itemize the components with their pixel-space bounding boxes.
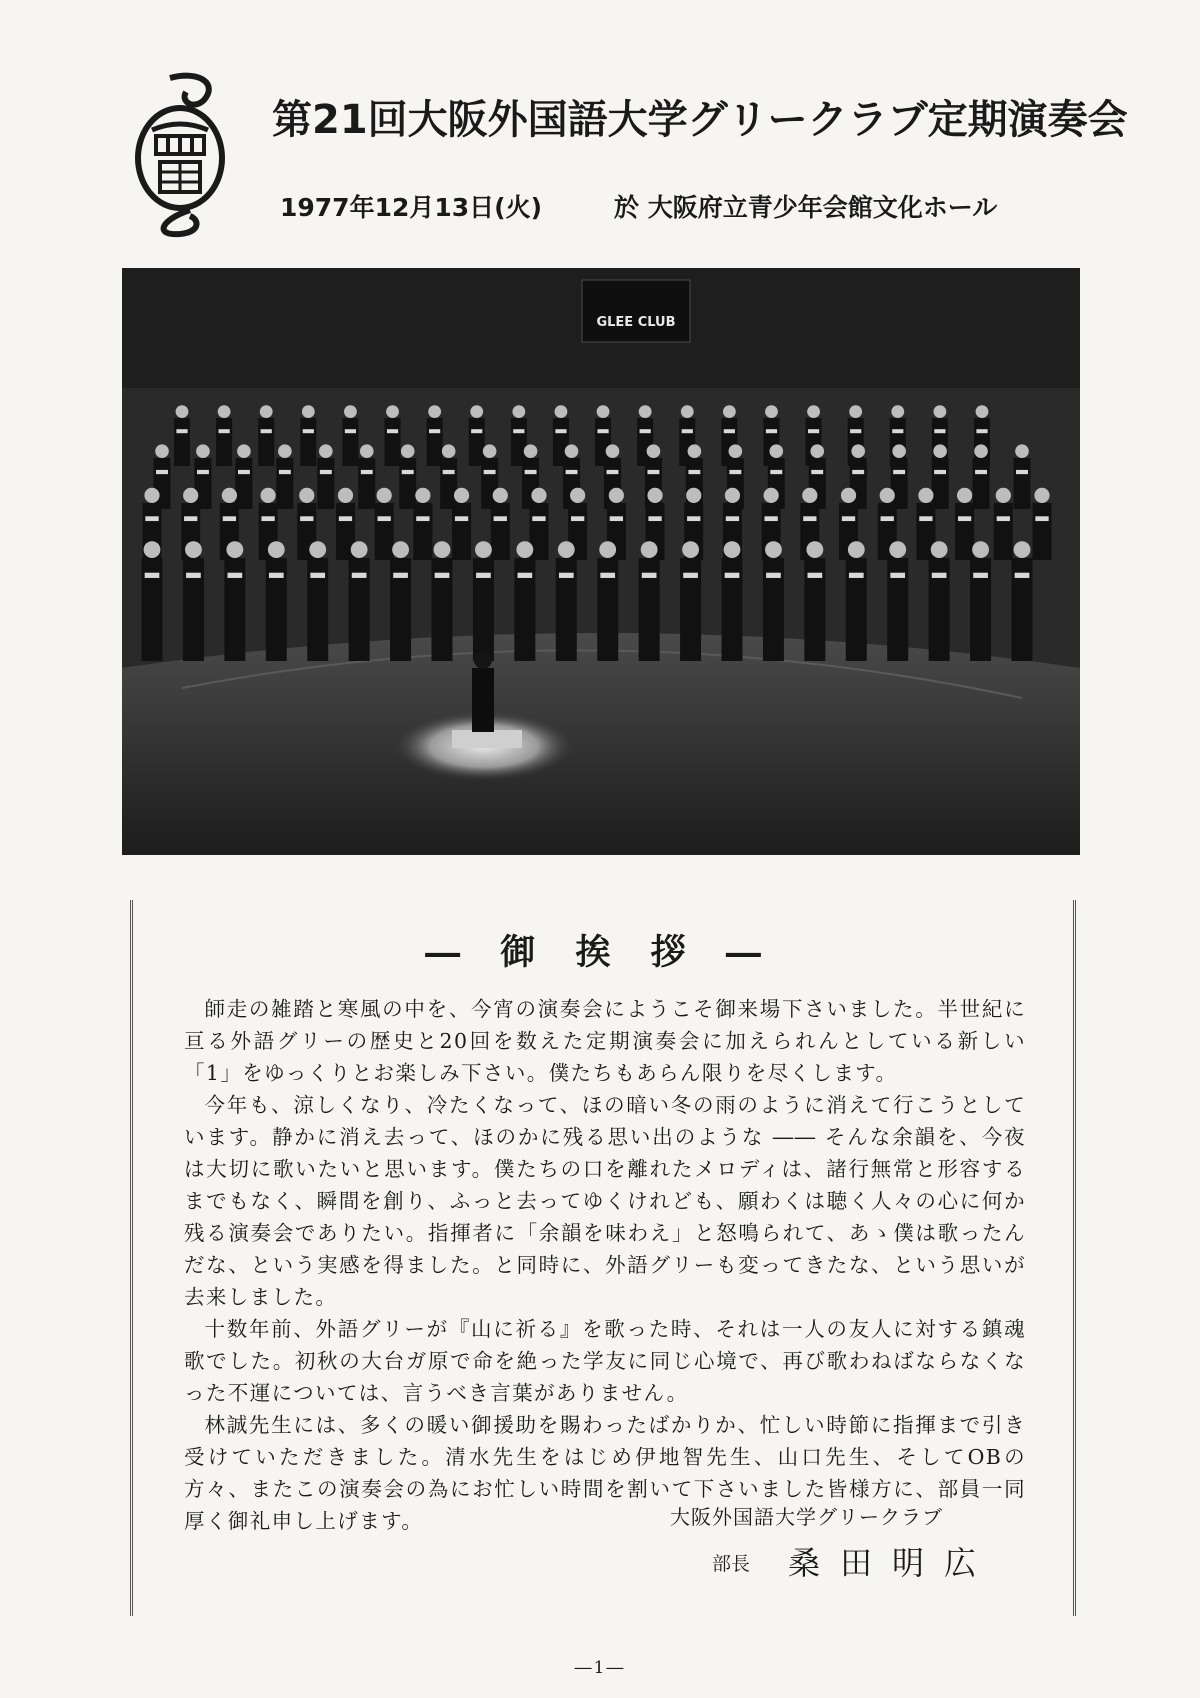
choir-member-head — [299, 488, 314, 503]
concert-venue: 於 大阪府立青少年会館文化ホール — [614, 193, 998, 222]
greeting-paragraph: 師走の雑踏と寒風の中を、今宵の演奏会にようこそ御来場下さいました。半世紀に亘る外語グリーの歴史と20回を数えた定期演奏会に加えられんとしている新しい「1」をゆっくりとお楽しみ下さい。僕たちもあらん限りを尽くします。 — [184, 997, 1026, 1085]
choir-member-head — [555, 405, 568, 418]
choir-member-body — [1033, 503, 1052, 560]
choir-member-body — [375, 503, 394, 560]
choir-member-score — [525, 470, 537, 474]
choir-member-score — [766, 573, 781, 578]
choir-member-body — [358, 458, 375, 509]
choir-member-score — [688, 470, 700, 474]
choir-member-head — [218, 405, 231, 418]
choir-member-score — [345, 429, 356, 433]
choir-member-score — [770, 470, 782, 474]
choir-member-head — [851, 444, 865, 458]
choir-member-score — [476, 573, 491, 578]
choir-member-head — [729, 444, 743, 458]
choir-member-head — [516, 541, 533, 558]
choir-member-score — [890, 573, 905, 578]
choir-member-head — [996, 488, 1011, 503]
choir-member-score — [682, 429, 693, 433]
choir-member-head — [688, 444, 702, 458]
choir-member-score — [642, 573, 657, 578]
choir-member-score — [850, 429, 861, 433]
choir-member-score — [852, 470, 864, 474]
signature-organization: 大阪外国語大学グリークラブ — [670, 1505, 943, 1529]
choir-member-score — [648, 516, 661, 521]
choir-member-score — [186, 573, 201, 578]
choir-member-score — [352, 573, 367, 578]
concert-title: 第21回大阪外国語大学グリークラブ定期演奏会 — [272, 97, 1128, 143]
choir-member-head — [889, 541, 906, 558]
choir-member-score — [724, 429, 735, 433]
choir-member-head — [976, 405, 989, 418]
choir-member-head — [957, 488, 972, 503]
choir-member-head — [724, 541, 741, 558]
choir-member-head — [682, 541, 699, 558]
choir-member-score — [934, 470, 946, 474]
choir-member-score — [571, 516, 584, 521]
choir-member-head — [570, 488, 585, 503]
choir-member-body — [452, 503, 471, 560]
greeting-paragraph: 林誠先生には、多くの暖い御援助を賜わったばかりか、忙しい時節に指揮まで引き受けていただきました。清水先生をはじめ伊地智先生、山口先生、そしてOBの方々、またこの演奏会の為にお忙しい時間を割いて下さいました皆様方に、部員一同厚く御礼申し上げます。 — [184, 1413, 1026, 1533]
choir-photograph — [122, 268, 1080, 855]
choir-member-score — [607, 470, 619, 474]
choir-member-head — [599, 541, 616, 558]
choir-member-score — [303, 429, 314, 433]
choir-member-body — [300, 418, 316, 466]
choir-member-score — [361, 470, 373, 474]
page-number: ―1― — [574, 1658, 626, 1678]
choir-member-score — [803, 516, 816, 521]
choir-member-body — [932, 458, 949, 509]
choir-member-head — [351, 541, 368, 558]
choir-member-score — [1035, 516, 1048, 521]
choir-member-body — [276, 458, 293, 509]
choir-member-score — [455, 516, 468, 521]
choir-member-score — [973, 573, 988, 578]
signature-name: 桑田明広 — [788, 1544, 997, 1582]
choir-member-score — [197, 470, 209, 474]
choir-member-score — [238, 470, 250, 474]
choir-member-head — [686, 488, 701, 503]
choir-member-score — [976, 429, 987, 433]
choir-member-head — [597, 405, 610, 418]
choir-member-score — [219, 429, 230, 433]
signature-role: 部長 — [712, 1553, 751, 1575]
choir-member-head — [723, 405, 736, 418]
choir-member-score — [997, 516, 1010, 521]
choir-member-score — [725, 573, 740, 578]
choir-member-head — [338, 488, 353, 503]
choir-member-head — [222, 488, 237, 503]
choir-member-head — [442, 444, 456, 458]
choir-member-head — [260, 405, 273, 418]
choir-member-body — [973, 458, 990, 509]
choir-member-score — [145, 516, 158, 521]
choir-member-head — [918, 488, 933, 503]
choir-member-score — [729, 470, 741, 474]
choir-member-head — [144, 488, 159, 503]
choir-member-head — [841, 488, 856, 503]
choir-member-head — [360, 444, 374, 458]
choir-member-body — [385, 418, 401, 466]
choir-member-head — [434, 541, 451, 558]
choir-member-head — [1015, 444, 1029, 458]
choir-member-score — [471, 429, 482, 433]
choir-member-score — [566, 470, 578, 474]
choir-member-score — [416, 516, 429, 521]
concert-date: 1977年12月13日(火) — [280, 193, 543, 222]
choir-member-head — [681, 405, 694, 418]
choir-member-head — [892, 444, 906, 458]
choir-member-head — [309, 541, 326, 558]
choir-member-score — [881, 516, 894, 521]
choir-member-head — [606, 444, 620, 458]
choir-member-score — [1015, 573, 1030, 578]
choir-member-body — [174, 418, 190, 466]
choir-member-score — [518, 573, 533, 578]
choir-member-score — [310, 573, 325, 578]
choir-member-head — [278, 444, 292, 458]
choir-member-body — [194, 458, 211, 509]
choir-member-head — [974, 444, 988, 458]
choir-member-head — [1034, 488, 1049, 503]
choir-member-score — [811, 470, 823, 474]
choir-member-head — [725, 488, 740, 503]
choir-member-body — [235, 458, 252, 509]
choir-member-score — [766, 429, 777, 433]
choir-member-score — [532, 516, 545, 521]
greeting-paragraph: 十数年前、外語グリーが『山に祈る』を歌った時、それは一人の友人に対する鎮魂歌でした。初秋の大台ガ原で命を絶った学友に同じ心境で、再び歌わねばならなくなった不運については、言うべき言葉がありません。 — [184, 1317, 1026, 1405]
choir-member-head — [524, 444, 538, 458]
choir-member-head — [183, 488, 198, 503]
choir-member-head — [558, 541, 575, 558]
choir-member-score — [958, 516, 971, 521]
choir-member-head — [454, 488, 469, 503]
choir-member-head — [493, 488, 508, 503]
choir-member-score — [378, 516, 391, 521]
choir-member-head — [176, 405, 189, 418]
choir-member-score — [156, 470, 168, 474]
choir-member-score — [443, 470, 455, 474]
choir-member-head — [531, 488, 546, 503]
choir-member-score — [764, 516, 777, 521]
choir-member-head — [401, 444, 415, 458]
greeting-title: ― 御 挨 拶 ― — [425, 932, 775, 973]
choir-member-body — [440, 458, 457, 509]
choir-member-head — [268, 541, 285, 558]
greeting-paragraph: 今年も、涼しくなり、冷たくなって、ほの暗い冬の雨のように消えて行こうとしています。静かに消え去って、ほのかに残る思い出のような ―― そんな余韻を、今夜は大切に歌いたいと思います。僕たちの口を離れたメロディは、諸行無常と形容するまでもなく、瞬間を創り、ふっと去ってゆくけれども、願わくは聴く人々の心に何か残る演奏会でありたい。指揮者に「余韻を味わえ」と怒鳴られて、あゝ僕は歌ったんだな、という実感を得ました。と同時に、外語グリーも変ってきたな、という思いが去来しました。 — [184, 1093, 1026, 1309]
greeting-body — [184, 993, 1026, 1537]
choir-member-head — [933, 444, 947, 458]
choir-member-score — [559, 573, 574, 578]
choir-member-score — [892, 429, 903, 433]
choir-member-head — [765, 405, 778, 418]
choir-member-head — [639, 405, 652, 418]
choir-member-score — [228, 573, 243, 578]
choir-member-score — [261, 429, 272, 433]
choir-member-score — [320, 470, 332, 474]
choir-member-head — [849, 405, 862, 418]
choir-member-head — [931, 541, 948, 558]
choir-member-score — [300, 516, 313, 521]
choir-member-head — [807, 405, 820, 418]
choir-member-head — [377, 488, 392, 503]
choir-member-score — [261, 516, 274, 521]
choir-member-score — [600, 573, 615, 578]
choir-member-score — [484, 470, 496, 474]
choir-member-head — [512, 405, 525, 418]
choir-member-score — [513, 429, 524, 433]
choir-member-score — [683, 573, 698, 578]
choir-member-score — [687, 516, 700, 521]
choir-member-score — [647, 470, 659, 474]
choir-member-score — [223, 516, 236, 521]
choir-member-head — [933, 405, 946, 418]
choir-member-head — [155, 444, 169, 458]
choir-member-head — [144, 541, 161, 558]
choir-member-head — [891, 405, 904, 418]
choir-member-score — [269, 573, 284, 578]
choir-member-head — [647, 444, 661, 458]
choir-member-score — [494, 516, 507, 521]
choir-member-head — [765, 541, 782, 558]
choir-member-head — [260, 488, 275, 503]
choir-member-head — [475, 541, 492, 558]
choir-member-head — [428, 405, 441, 418]
choir-member-score — [975, 470, 987, 474]
choir-member-score — [842, 516, 855, 521]
choir-member-head — [972, 541, 989, 558]
choir-member-score — [919, 516, 932, 521]
choir-member-head — [802, 488, 817, 503]
choir-member-head — [483, 444, 497, 458]
choir-member-head — [237, 444, 251, 458]
choir-member-head — [226, 541, 243, 558]
choir-member-score — [610, 516, 623, 521]
choir-member-body — [258, 418, 274, 466]
choir-member-head — [185, 541, 202, 558]
choir-member-head — [810, 444, 824, 458]
club-crest-logo — [130, 70, 230, 240]
choir-member-head — [415, 488, 430, 503]
choir-member-head — [769, 444, 783, 458]
choir-member-score — [145, 573, 160, 578]
choir-member-body — [317, 458, 334, 509]
choir-member-score — [934, 429, 945, 433]
choir-member-score — [808, 573, 823, 578]
choir-member-head — [196, 444, 210, 458]
choir-member-head — [302, 405, 315, 418]
choir-member-head — [470, 405, 483, 418]
choir-member-score — [640, 429, 651, 433]
choir-member-head — [609, 488, 624, 503]
choir-member-head — [848, 541, 865, 558]
choir-member-score — [932, 573, 947, 578]
glee-club-banner — [582, 280, 690, 342]
choir-member-score — [429, 429, 440, 433]
choir-member-head — [1014, 541, 1031, 558]
choir-member-score — [849, 573, 864, 578]
choir-member-score — [176, 429, 187, 433]
choir-member-score — [1016, 470, 1028, 474]
choir-member-body — [399, 458, 416, 509]
choir-member-score — [184, 516, 197, 521]
choir-member-body — [994, 503, 1013, 560]
choir-member-score — [279, 470, 291, 474]
choir-member-head — [565, 444, 579, 458]
choir-member-score — [893, 470, 905, 474]
choir-member-body — [891, 458, 908, 509]
choir-member-score — [726, 516, 739, 521]
choir-member-score — [387, 429, 398, 433]
choir-member-head — [319, 444, 333, 458]
choir-member-head — [641, 541, 658, 558]
choir-member-head — [764, 488, 779, 503]
choir-member-score — [597, 429, 608, 433]
choir-member-head — [392, 541, 409, 558]
choir-member-body — [955, 503, 974, 560]
choir-member-head — [344, 405, 357, 418]
choir-member-score — [402, 470, 414, 474]
choir-member-head — [806, 541, 823, 558]
choir-member-body — [1014, 458, 1031, 509]
choir-member-head — [386, 405, 399, 418]
choir-member-body — [413, 503, 432, 560]
choir-member-score — [808, 429, 819, 433]
choir-member-head — [880, 488, 895, 503]
choir-member-body — [342, 418, 358, 466]
choir-member-body — [216, 418, 232, 466]
glee-club-banner-text: GLEE CLUB — [596, 315, 676, 330]
choir-member-score — [339, 516, 352, 521]
choir-member-score — [393, 573, 408, 578]
choir-member-score — [435, 573, 450, 578]
choir-member-body — [491, 503, 510, 560]
choir-member-head — [647, 488, 662, 503]
choir-member-score — [555, 429, 566, 433]
